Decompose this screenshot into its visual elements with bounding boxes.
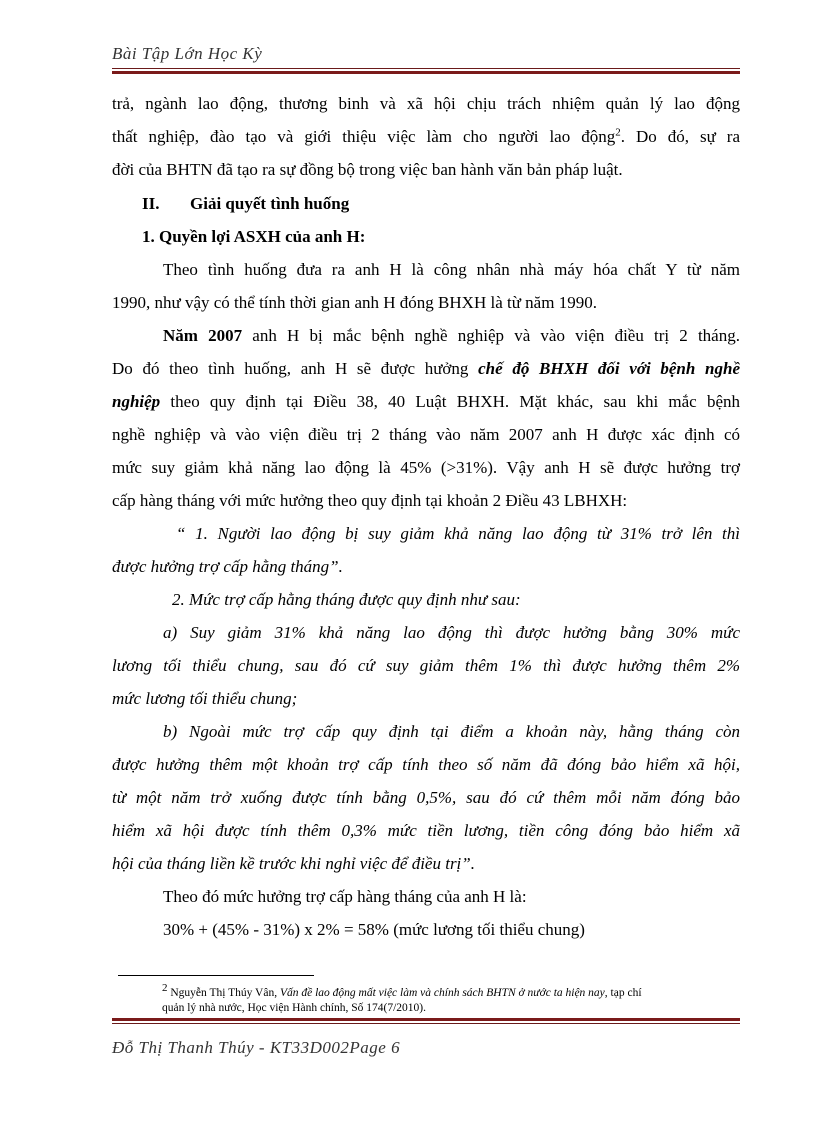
text-line: nghiệp theo quy định tại Điều 38, 40 Luật BHXH. Mặt khác, sau khi mắc bệnh [112, 392, 740, 411]
text-line: Theo tình huống đưa ra anh H là công nhân nhà máy hóa chất Y từ năm [163, 260, 740, 279]
quote-line: 2. Mức trợ cấp hằng tháng được quy định như sau: [172, 590, 521, 609]
text-line: Do đó theo tình huống, anh H sẽ được hưởng chế độ BHXH đối với bệnh nghề [112, 359, 740, 378]
text-line: đời của BHTN đã tạo ra sự đồng bộ trong việc ban hành văn bản pháp luật. [112, 160, 623, 179]
formula-line: 30% + (45% - 31%) x 2% = 58% (mức lương tối thiểu chung) [163, 920, 585, 939]
quote-line: hiểm xã hội được tính thêm 0,3% mức tiền lương, tiền công đóng bảo hiểm xã [112, 821, 740, 840]
text-line: cấp hàng tháng với mức hưởng theo quy định tại khoản 2 Điều 43 LBHXH: [112, 491, 628, 510]
quote-line: a) Suy giảm 31% khả năng lao động thì được hưởng bằng 30% mức [163, 623, 740, 642]
quote-line: hội của tháng liền kề trước khi nghỉ việc để điều trị”. [112, 854, 475, 873]
header-rule-thick [112, 71, 740, 74]
quote-line: “ 1. Người lao động bị suy giảm khả năng lao động từ 31% trở lên thì [176, 524, 740, 543]
text-line: Theo đó mức hưởng trợ cấp hàng tháng của anh H là: [163, 887, 527, 906]
footer-rule-thin [112, 1023, 740, 1024]
footnote-line: $^2$ Nguyễn Thị Thúy Vân, Vấn đề lao động mất việc làm và chính sách BHTN ở nước ta hiện nay, tạp chí [162, 982, 642, 999]
quote-line: được hưởng trợ cấp hằng tháng”. [112, 557, 343, 576]
subsection-title: 1. Quyền lợi ASXH của anh H: [142, 227, 366, 246]
footnote-mark: 2 [162, 982, 168, 995]
quote-line: b) Ngoài mức trợ cấp quy định tại điểm a khoản này, hằng tháng còn [163, 722, 740, 741]
text-line: nghề nghiệp và vào viện điều trị 2 tháng vào năm 2007 anh H được xác định có [112, 425, 740, 444]
section-title: Giải quyết tình huống [190, 194, 350, 213]
page-header-title: Bài Tập Lớn Học Kỳ [112, 44, 263, 63]
quote-line: mức lương tối thiểu chung; [112, 689, 298, 708]
text-line: mức suy giảm khả năng lao động là 45% (>31%). Vậy anh H sẽ được hưởng trợ [112, 458, 740, 477]
footnote-ref[interactable]: 2 [615, 126, 621, 139]
footnote-line: quản lý nhà nước, Học viện Hành chính, Số 174(7/2010). [162, 1002, 426, 1014]
text-line: thất nghiệp, đào tạo và giới thiệu việc làm cho người lao động$^2$. Do đó, sự ra [112, 126, 740, 146]
quote-line: từ một năm trở xuống được tính bằng 0,5%, sau đó cứ thêm mỗi năm đóng bảo [112, 788, 740, 807]
text-line: 1990, như vậy có thể tính thời gian anh H đóng BHXH là từ năm 1990. [112, 293, 597, 312]
footnote-separator [118, 975, 314, 976]
footer-rule-thick [112, 1018, 740, 1021]
header-rule-thin [112, 68, 740, 69]
quote-line: lương tối thiểu chung, sau đó cứ suy giảm thêm 1% thì được hưởng thêm 2% [112, 656, 740, 675]
text-line: trả, ngành lao động, thương binh và xã hội chịu trách nhiệm quản lý lao động [112, 94, 740, 113]
section-number: II. [142, 194, 160, 213]
page-footer: Đỗ Thị Thanh Thúy - KT33D002Page 6 [112, 1038, 401, 1057]
quote-line: được hưởng thêm một khoản trợ cấp tính theo số năm đã đóng bảo hiểm xã hội, [112, 755, 740, 774]
text-line: Năm 2007 anh H bị mắc bệnh nghề nghiệp và vào viện điều trị 2 tháng. [163, 326, 740, 345]
